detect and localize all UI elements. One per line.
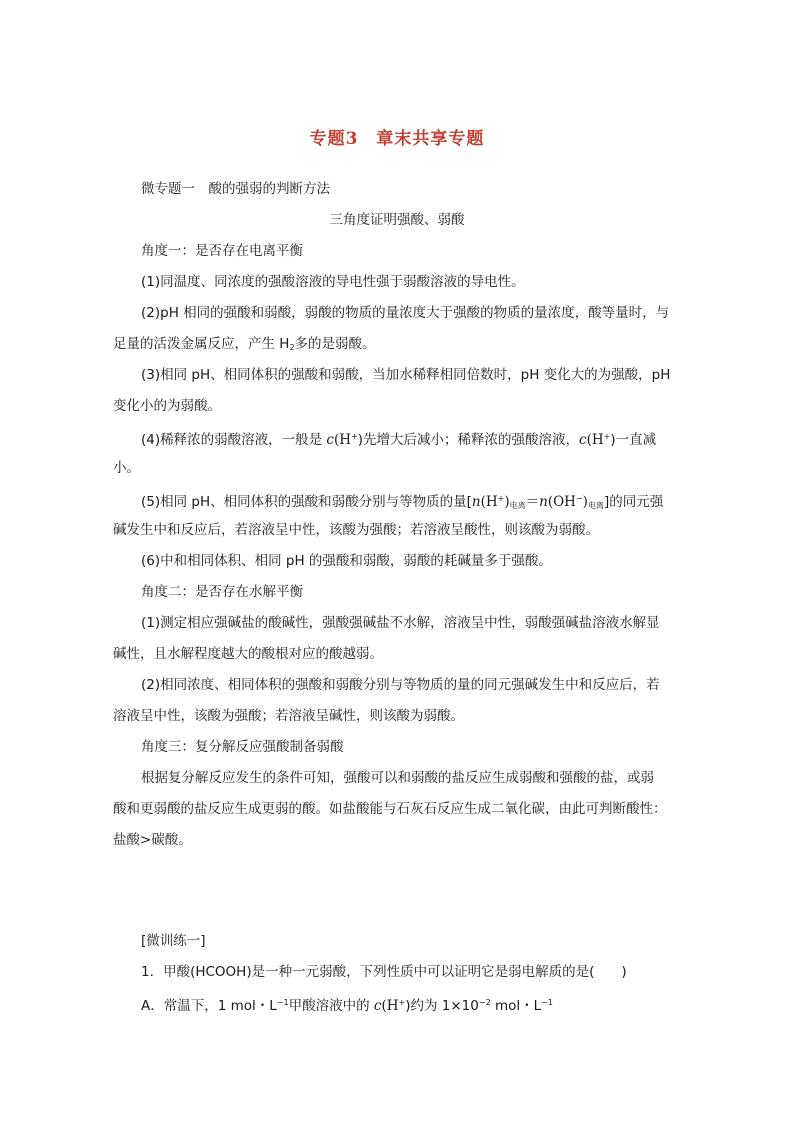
text-run: ): [582, 494, 588, 510]
superscript: +: [351, 432, 358, 441]
text-run: 多的是弱酸。: [294, 336, 376, 352]
question-1: 1．甲酸(HCOOH)是一种一元弱酸，下列性质中可以证明它是弱电解质的是( ): [141, 964, 627, 980]
angle1-item4-line2: 小。: [113, 460, 140, 476]
symbol-n: n: [539, 494, 548, 510]
angle2-item2-line1: (2)相同浓度、相同体积的强酸和弱酸分别与等物质的量的同元强碱发生中和反应后，若: [141, 677, 660, 693]
angle1-heading: 角度一：是否存在电离平衡: [141, 243, 303, 259]
angle2-item1-line1: (1)测定相应强碱盐的酸碱性，强酸强碱盐不水解，溶液呈中性，弱酸强碱盐溶液水解显: [141, 615, 660, 631]
text-run: ): [504, 494, 510, 510]
text-run: )先增大后减小；稀释浓的强酸溶液，: [357, 432, 580, 448]
subscript: 电离: [509, 501, 526, 510]
angle3-para-line2: 酸和更弱酸的盐反应生成更弱的酸。如盐酸能与石灰石反应生成二氧化碳，由此可判断酸性：: [113, 801, 667, 817]
text-run: (H: [480, 494, 498, 510]
text-run: ＝: [525, 494, 540, 510]
page-title: 专题3 章末共享专题: [309, 129, 485, 149]
angle1-item2-line1: (2)pH 相同的强酸和弱酸，弱酸的物质的量浓度大于强酸的物质的量浓度，酸等量时，与: [141, 305, 670, 321]
superscript: −1: [276, 998, 289, 1007]
text-run: (OH: [547, 494, 576, 510]
angle3-para-line1: 根据复分解反应发生的条件可知，强酸可以和弱酸的盐反应生成弱酸和强酸的盐，或弱: [141, 770, 654, 786]
superscript: +: [398, 998, 406, 1007]
angle3-para-line3: 盐酸>碳酸。: [113, 832, 192, 848]
subtitle: 三角度证明强酸、弱酸: [329, 212, 465, 228]
superscript: −: [575, 494, 583, 503]
question-1-option-a: [141, 994, 688, 1015]
text-run: )约为 1×10: [405, 998, 479, 1014]
text-run: (5)相同 pH、相同体积的强酸和弱酸分别与等物质的量[: [141, 494, 472, 510]
angle2-item1-line2: 碱性，且水解程度越大的酸根对应的酸越弱。: [113, 646, 383, 662]
angle2-item2-line2: 溶液呈中性，该酸为强酸；若溶液呈碱性，则该酸为弱酸。: [113, 708, 464, 724]
text-run: 甲酸溶液中的: [288, 998, 374, 1014]
text-run: 足量的活泼金属反应，产生 H: [113, 336, 290, 352]
text-run: (H: [586, 432, 604, 448]
angle1-item2-line2: [113, 335, 688, 357]
text-run: A．常温下，1 mol・L: [141, 998, 277, 1014]
symbol-c: c: [373, 998, 382, 1014]
symbol-c: c: [326, 432, 334, 448]
angle1-item5-line2: 碱发生中和反应后，若溶液呈中性，该酸为强酸；若溶液呈酸性，则该酸为弱酸。: [113, 522, 599, 538]
superscript: +: [497, 494, 505, 503]
text-run: (H: [333, 432, 352, 448]
angle1-item6: (6)中和相同体积、相同 pH 的强酸和弱酸，弱酸的耗碱量多于强酸。: [141, 553, 552, 569]
superscript: +: [603, 432, 611, 441]
angle1-item1: (1)同温度、同浓度的强酸溶液的导电性强于弱酸溶液的导电性。: [141, 274, 525, 290]
superscript: −1: [541, 998, 553, 1007]
angle1-item5-line1: [141, 490, 688, 515]
text-run: (4)稀释浓的弱酸溶液，一般是: [141, 432, 327, 448]
angle2-heading: 角度二：是否存在水解平衡: [141, 584, 303, 600]
text-run: ]的同元强: [603, 494, 664, 510]
text-run: (H: [381, 998, 399, 1014]
superscript: −2: [478, 998, 491, 1007]
angle1-item3-line1: (3)相同 pH、相同体积的强酸和弱酸，当加水稀释相同倍数时，pH 变化大的为强酸，pH: [141, 367, 671, 383]
exercise-label: [微训练一]: [141, 933, 206, 949]
symbol-c: c: [579, 432, 587, 448]
subscript: 2: [289, 343, 295, 352]
symbol-n: n: [471, 494, 481, 510]
angle1-item3-line2: 变化小的为弱酸。: [113, 398, 221, 414]
text-run: mol・L: [490, 998, 542, 1014]
section-heading: 微专题一 酸的强弱的判断方法: [141, 181, 330, 197]
subscript: 电离: [587, 501, 604, 510]
text-run: )一直减: [610, 432, 657, 448]
angle1-item4-line1: [141, 428, 688, 449]
angle3-heading: 角度三：复分解反应强酸制备弱酸: [141, 739, 344, 755]
